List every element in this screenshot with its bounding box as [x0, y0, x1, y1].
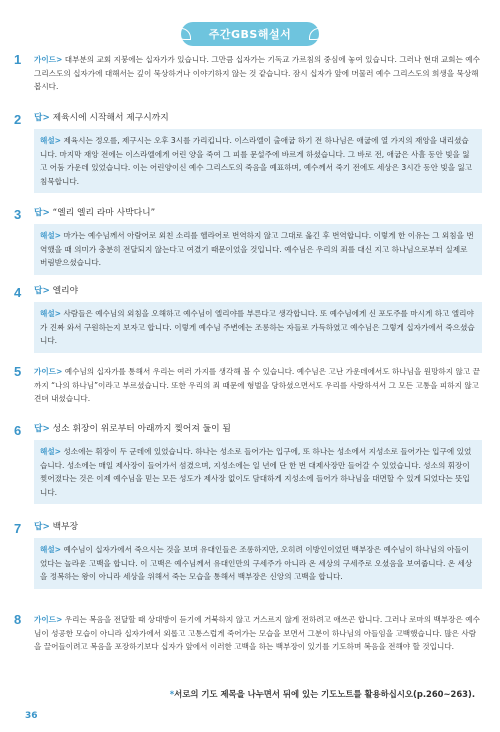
- guide-label: 가이드>: [34, 55, 63, 64]
- section-number: 1: [14, 52, 22, 67]
- answer-label: 답>: [34, 424, 50, 434]
- header-title: 주간GBS해설서: [208, 28, 292, 41]
- guide-body: 예수님의 십자가를 통해서 우리는 여러 가지를 생각해 볼 수 있습니다. 예수님은 고난 가운데에서도 하나님을 원망하지 않고 끝까지 “나의 하나님”이라고 부르셨습니다. 또한 우리의 죄 때문에 형벌을 당하셨으면서도 우리를 사랑하셔서 그 모든 고통을 피하지 않고 견뎌 내셨습니다.: [34, 367, 480, 403]
- section-number: 2: [14, 112, 22, 127]
- explanation-label: 해설>: [40, 447, 62, 456]
- answer-line: [34, 521, 482, 534]
- section-header-badge: [181, 22, 319, 46]
- answer-line: [34, 207, 482, 220]
- explanation-text: 사람들은 예수님의 외침을 오해하고 예수님이 엘리야를 부른다고 생각합니다. 또 예수님에게 신 포도주를 마시게 하고 엘리야가 진짜 와서 구원하는지 보자고 합니다. 이렇게 예수님 주변에는 조롱하는 자들로 가득하였고 예수님은 그렇게 십자가에서 죽으셨습니다.: [40, 309, 475, 345]
- answer-text: “엘리 엘리 라마 사박다니”: [52, 208, 156, 218]
- answer-line: [34, 112, 482, 125]
- answer-label: 답>: [34, 113, 50, 123]
- leaf-icon: [309, 28, 325, 40]
- explanation-box: [34, 538, 482, 589]
- answer-label: 답>: [34, 522, 50, 532]
- section-5: [14, 364, 482, 406]
- explanation-box: [34, 224, 482, 275]
- section-3: [14, 207, 482, 275]
- explanation-text: 성소에는 휘장이 두 군데에 있었습니다. 하나는 성소로 들어가는 입구에, 또 하나는 성소에서 지성소로 들어가는 입구에 있었습니다. 성소에는 매일 제사장이 들어가서 섬겼으며, 지성소에는 일 년에 단 한 번 대제사장만 들어갈 수 있었습니다. 성소의 휘장이 찢어졌다는 것은 이제 예수님을 믿는 모든 성도가 제사장 없이도 담대하게 지성소에 들어가 하나님을 대면할 수 있게 되었다는 뜻입니다.: [40, 447, 472, 497]
- footnote-mark: *: [169, 689, 175, 699]
- section-number: 7: [14, 521, 22, 536]
- section-8: [14, 612, 482, 654]
- answer-text: 제육시에 시작해서 제구시까지: [52, 113, 169, 123]
- section-number: 6: [14, 423, 22, 438]
- guide-label: 가이드>: [34, 367, 63, 376]
- explanation-label: 해설>: [40, 136, 62, 145]
- section-number: 8: [14, 612, 22, 627]
- explanation-box: [34, 129, 482, 193]
- answer-text: 엘리야: [52, 286, 79, 296]
- explanation-label: 해설>: [40, 545, 62, 554]
- footnote: [170, 688, 475, 700]
- leaf-icon: [175, 28, 191, 40]
- section-number: 5: [14, 364, 22, 379]
- answer-label: 답>: [34, 286, 50, 296]
- guide-text: [34, 52, 482, 94]
- explanation-box: [34, 440, 482, 504]
- explanation-box: [34, 302, 482, 353]
- explanation-label: 해설>: [40, 231, 62, 240]
- guide-text: [34, 612, 482, 654]
- section-number: 4: [14, 285, 22, 300]
- explanation-label: 해설>: [40, 309, 62, 318]
- section-number: 3: [14, 207, 22, 222]
- answer-text: 백부장: [52, 522, 79, 532]
- footnote-text: 서로의 기도 제목을 나누면서 뒤에 있는 기도노트를 활용하십시오(p.260~263).: [174, 689, 475, 699]
- section-4: [14, 285, 482, 353]
- section-1: [14, 52, 482, 94]
- answer-line: [34, 285, 482, 298]
- answer-line: [34, 423, 482, 436]
- explanation-text: 예수님이 십자가에서 죽으시는 것을 보며 유대인들은 조롱하지만, 오히려 이방인이었던 백부장은 예수님이 하나님의 아들이었다는 놀라운 고백을 합니다. 이 고백은 예수님께서 유대인만의 구세주가 아니라 온 세상의 구세주로 오셨음을 보여줍니다. 온 세상을 정복하는 왕이 아니라 세상을 위해서 죽는 모습을 통해서 백부장은 신앙의 고백을 합니다.: [40, 545, 473, 581]
- answer-label: 답>: [34, 208, 50, 218]
- explanation-text: 제육시는 정오를, 제구시는 오후 3시를 가리킵니다. 이스라엘이 출애굽 하기 전 하나님은 애굽에 열 가지의 재앙을 내리셨습니다. 마지막 재앙 전에는 이스라엘에게 어린 양을 죽여 그 피를 문설주에 바르게 하셨습니다. 그 바로 전, 애굽은 사흘 동안 빛을 잃고 어둠 가운데 있었습니다. 이는 어린양이신 예수 그리스도의 죽음을 예표하며, 예수께서 죽기 전에도 세상은 3시간 동안 빛을 잃고 침묵합니다.: [40, 136, 473, 186]
- guide-body: 우리는 복음을 전달할 때 상대방이 듣기에 거북하지 않고 거스르지 않게 전하려고 애쓰곤 합니다. 그러나 로마의 백부장은 예수님이 성공한 모습이 아니라 십자가에서 외롭고 고통스럽게 죽어가는 모습을 보면서 그분이 하나님의 아들임을 고백했습니다. 많은 사람을 끌어들이려고 복음을 포장하기보다 십자가 앞에서 이러한 고백을 하는 백부장이 있기를 기도하며 복음을 전해야 할 것입니다.: [34, 615, 480, 651]
- guide-body: 대부분의 교회 지붕에는 십자가가 있습니다. 그만큼 십자가는 기독교 가르침의 중심에 놓여 있습니다. 그러나 현대 교회는 예수 그리스도의 십자가에 대해서는 깊이 묵상하거나 이야기하지 않는 것 같습니다. 잠시 십자가 앞에 머물러 예수 그리스도의 희생을 묵상해 봅시다.: [34, 55, 480, 91]
- page-number: 36: [25, 711, 38, 721]
- section-2: [14, 112, 482, 193]
- guide-label: 가이드>: [34, 615, 63, 624]
- answer-text: 성소 휘장이 위로부터 아래까지 찢어져 둘이 됨: [52, 424, 231, 434]
- explanation-text: 마가는 예수님께서 아람어로 외친 소리를 헬라어로 번역하지 않고 그대로 옮긴 후 번역합니다. 이렇게 한 이유는 그 외침을 번역했을 때 의미가 충분히 전달되지 않는다고 여겼기 때문이었을 것입니다. 예수님은 우리의 죄를 대신 지고 하나님으로부터 실제로 버림받으셨습니다.: [40, 231, 474, 267]
- guide-text: [34, 364, 482, 406]
- section-7: [14, 521, 482, 589]
- section-6: [14, 423, 482, 504]
